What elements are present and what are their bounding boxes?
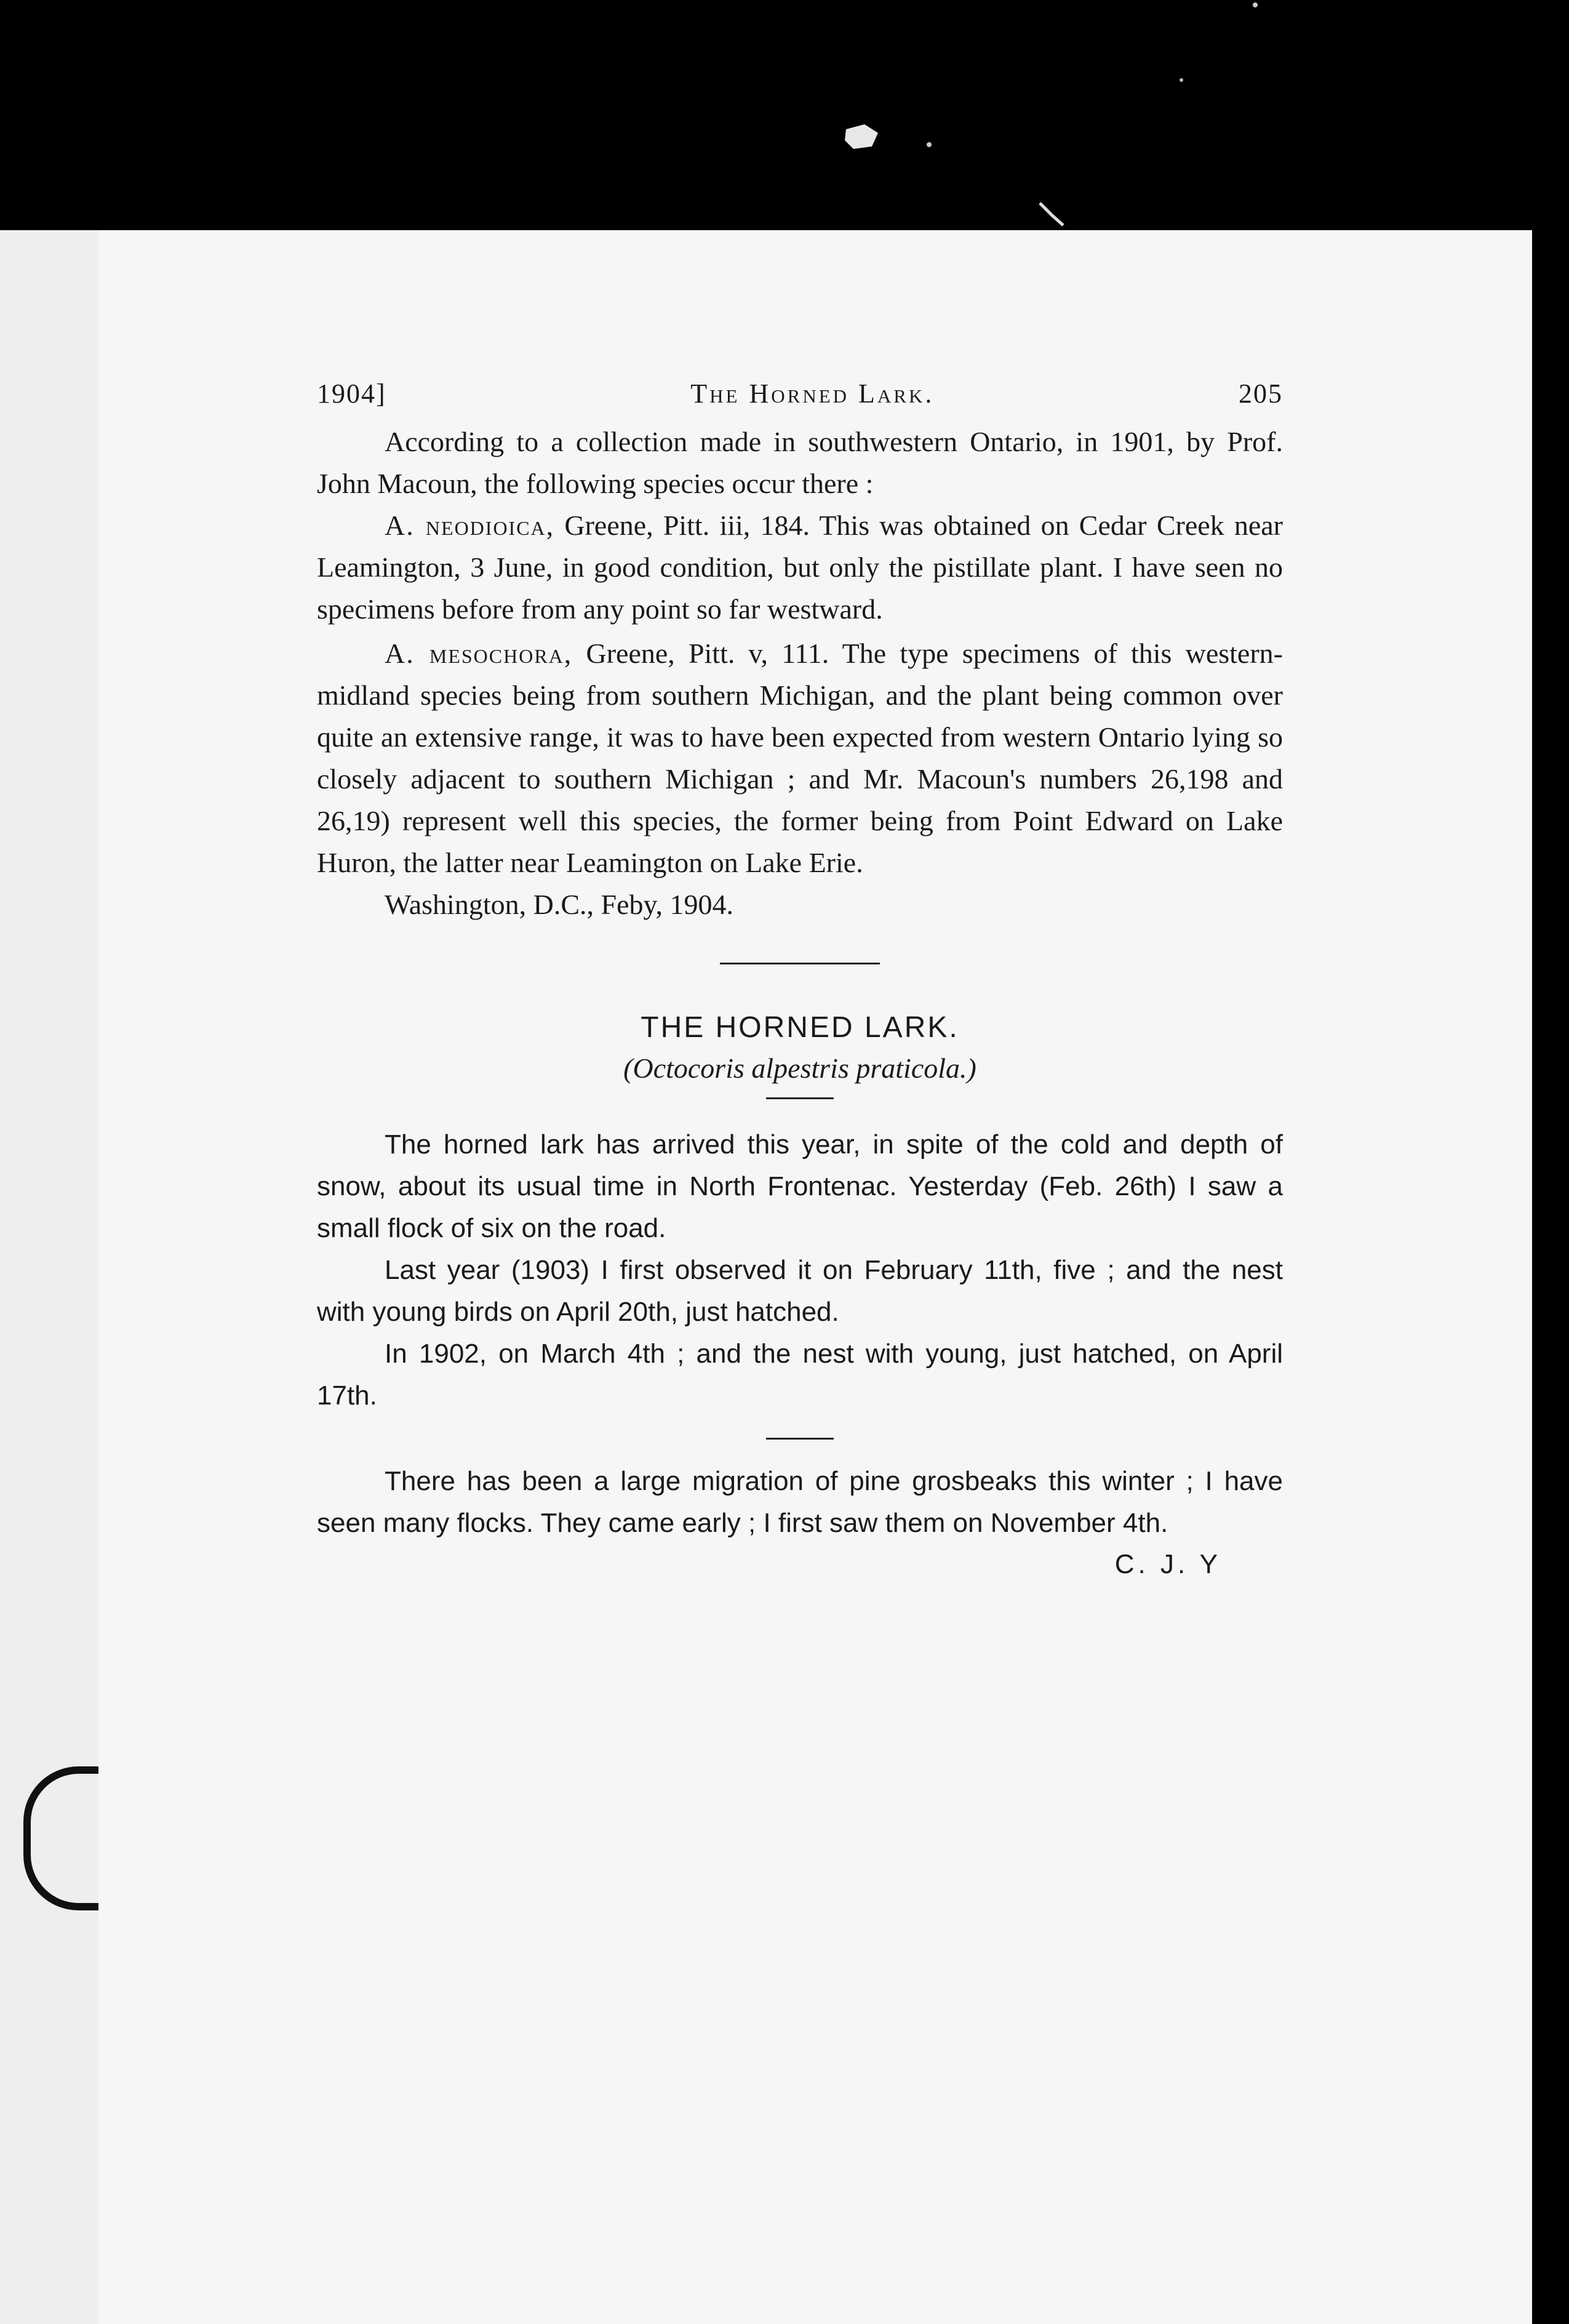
header-title: The Horned Lark. (690, 379, 935, 409)
signature: C. J. Y (1114, 1549, 1221, 1579)
page-number: 205 (1238, 379, 1283, 409)
dateline: Washington, D.C., Feby, 1904. (385, 889, 734, 920)
header-year: 1904] (317, 379, 386, 409)
species-name: A. mesochora, (385, 638, 573, 669)
running-header (317, 378, 1283, 421)
left-page-edge (0, 230, 102, 2324)
lark-paragraph-1: The horned lark has arrived this year, in spite of the cold and depth of snow, about its usual time in North Frontenac. Yesterday (Feb. 26th) I saw a small flock of six on the road. (317, 1129, 1283, 1243)
species-mesochora (317, 633, 1283, 884)
page (98, 230, 1532, 2324)
binding-ring (23, 1766, 105, 1910)
intro-paragraph: According to a collection made in southwestern Ontario, in 1901, by Prof. John Macoun, the following species occur there : (317, 426, 1283, 499)
page-text (317, 378, 1283, 1585)
article-subtitle: (Octocoris alpestris praticola.) (623, 1052, 976, 1084)
lark-paragraph-3: In 1902, on March 4th ; and the nest with young, just hatched, on April 17th. (317, 1339, 1283, 1411)
species-neodioica (317, 505, 1283, 630)
species-description: Greene, Pitt. iii, 184. This was obtained on Cedar Creek near Leamington, 3 June, in good condition, but only the pistillate plant. I have seen no specimens before from any point so far westward. (317, 510, 1283, 625)
scan-artifacts (0, 0, 1569, 246)
species-name: A. neodioica, (385, 510, 555, 541)
grosbeak-paragraph: There has been a large migration of pine grosbeaks this winter ; I have seen many flocks. They came early ; I first saw them on November 4th. (317, 1466, 1283, 1538)
article-title: THE HORNED LARK. (641, 1011, 959, 1044)
lark-paragraph-2: Last year (1903) I first observed it on February 11th, five ; and the nest with young birds on April 20th, just hatched. (317, 1255, 1283, 1327)
species-description: Greene, Pitt. v, 111. The type specimens of this western-midland species being from southern Michigan, and the plant being common over quite an extensive range, it was to have been expected from western Ontario lying so closely adjacent to southern Michigan ; and Mr. Macoun's numbers 26,198 and 26,19) represent well this species, the former being from Point Edward on Lake Huron, the latter near Leamington on Lake Erie. (317, 638, 1283, 878)
